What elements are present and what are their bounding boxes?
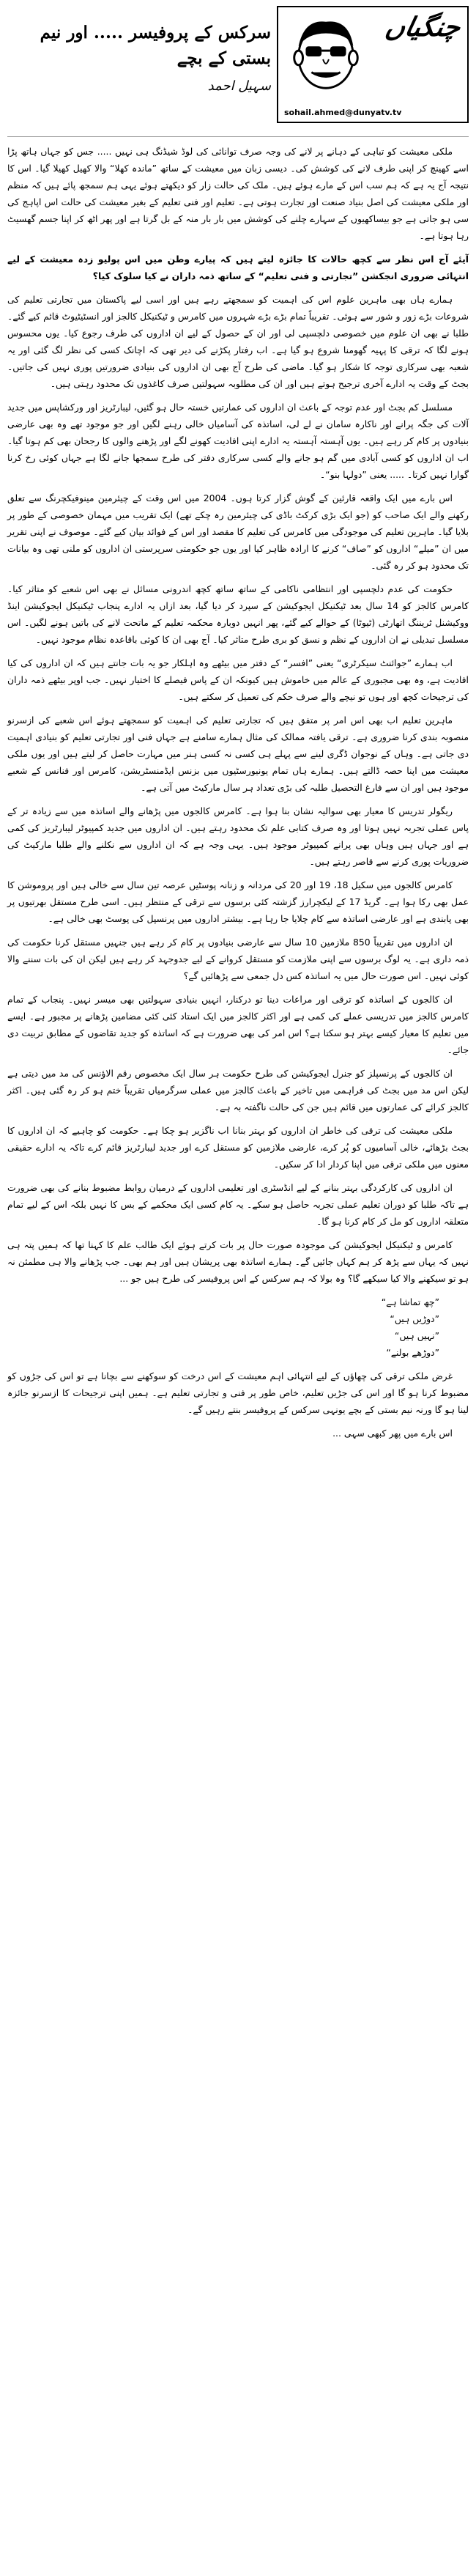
- article-paragraph: ملکی معیشت کی ترقی کی خاطر ان اداروں کو بہتر بنانا اب ناگزیر ہو چکا ہے۔ حکومت کو چاہیے کہ ان اداروں کا بجٹ بڑھائے، خالی آسامیوں کو پُر کرے، عارضی ملازمین کو مستقل کرے اور جدید لیبارٹریز قائم کرے تاکہ یہ ادارے حقیقی معنوں میں ملکی ترقی میں اپنا کردار ادا کر سکیں۔: [7, 1125, 469, 1170]
- article-paragraph: آیئے آج اس نظر سے کچھ حالات کا جائزہ لیتے ہیں کہ پیارے وطن میں اس پولیو زدہ معیشت کے لیے انتہائی ضروری انجکشن ”تجارتی و فنی تعلیم“ کے ساتھ ذمہ داران نے کیا سلوک کیا؟: [7, 254, 469, 281]
- quote-line: ”نہیں ہیں“: [394, 1330, 439, 1341]
- column-masthead: [7, 6, 469, 137]
- article-paragraph: مسلسل کم بجٹ اور عدم توجہ کے باعث ان اداروں کی عمارتیں خستہ حال ہو گئیں، لیبارٹریز اور ورکشاپس میں جدید آلات کی جگہ پرانے اور ناکارہ سامان نے لے لی، اساتذہ کی آسامیاں خالی رہنے لگیں اور جو موجود تھے وہ بھی عارضی بنیادوں پر کام کر رہے ہیں۔ یوں آہستہ آہستہ یہ ادارے اپنی افادیت کھونے لگے اور پڑھنے والوں کا رجحان بھی کم ہوتا گیا۔ اب ان اداروں کو کسی آبادی میں گم ہو جانے والے کسی سرکاری دفتر کی طرح سمجھا جانے لگا ہے جہاں کوئی رخ کرنا گوارا نہیں کرتا۔ ..... یعنی ”دولہا بنو“۔: [7, 402, 469, 480]
- quote-line: ”دوڑیں ہیں“: [390, 1313, 439, 1324]
- article-closing-line: اس بارے میں پھر کبھی سہی ...: [332, 1428, 453, 1439]
- quote-list: [7, 1293, 469, 1361]
- column-name: چنگیاں: [382, 12, 464, 43]
- article-paragraph: کامرس و ٹیکنیکل ایجوکیشن کی موجودہ صورت حال پر بات کرتے ہوئے ایک طالب علم کا کہنا تھا کہ ہمیں پتہ ہی نہیں کہ یہاں سے پڑھ کر ہم کہاں جائیں گے۔ ہمارے اساتذہ بھی پریشان ہیں اور ہم بھی۔ جب پڑھانے والا ہی مطمئن نہ ہو تو سیکھنے والا کیا سیکھے گا؟ وہ بولا کہ ہم سرکس کے اس پروفیسر کی طرح ہیں جو ...: [7, 1239, 469, 1284]
- article-paragraph: ان کالجوں کے اساتذہ کو ترقی اور مراعات دینا تو درکنار، انہیں بنیادی سہولتیں بھی میسر نہیں۔ پنجاب کے تمام کامرس کالجز میں تدریسی عملے کی کمی ہے اور اکثر کالجز میں ایک استاد کئی کئی مضامین پڑھانے پر مجبور ہے۔ ایسے میں تعلیم کا معیار کیسے بہتر ہو سکتا ہے؟ اس امر کی بھی ضرورت ہے کہ اساتذہ کو جدید تقاضوں کے مطابق تربیت دی جائے۔: [7, 994, 469, 1055]
- quote-line: ”دوڑھے بولنے“: [386, 1347, 439, 1358]
- column-page: [7, 0, 469, 1442]
- article-paragraph: اب ہمارے ”جوائنٹ سیکرٹری“ یعنی ”افسر“ کے دفتر میں بیٹھے وہ اہلکار جو یہ بات جانتے ہیں کہ ان اداروں کی کیا افادیت ہے، وہ بھی مجبوری کے عالم میں خاموش ہیں کیونکہ ان کے پاس فیصلے کا اختیار نہیں۔ جب اوپر بیٹھے ذمہ داران کی ترجیحات کچھ اور ہوں تو نیچے والے صرف حکم کی تعمیل کر سکتے ہیں۔: [7, 657, 469, 702]
- author-caricature-icon: [283, 12, 369, 98]
- article-paragraph: ان اداروں میں تقریباً 850 ملازمین 10 سال سے عارضی بنیادوں پر کام کر رہے ہیں جنہیں مستقل کرنا حکومت کی ذمہ داری ہے۔ یہ لوگ برسوں سے اپنی ملازمت کو مستقل کروانے کے لیے جدوجہد کر رہے ہیں لیکن ان کی بات سننے والا کوئی نہیں۔ اس صورت حال میں یہ اساتذہ کس دل جمعی سے پڑھائیں گے؟: [7, 937, 469, 981]
- author-name: سہیل احمد: [207, 78, 271, 94]
- column-headline: سرکس کے پروفیسر ..... اور نیم بستی کے بچے: [40, 23, 271, 68]
- article-paragraph: ریگولر تدریس کا معیار بھی سوالیہ نشان بنا ہوا ہے۔ کامرس کالجوں میں پڑھانے والے اساتذہ میں سے زیادہ تر کے پاس عملی تجربہ نہیں ہوتا اور وہ صرف کتابی علم تک محدود رہتے ہیں۔ ان اداروں میں جدید کمپیوٹر لیبارٹریز کی کمی ہے اور جہاں ہیں وہاں بھی پرانے کمپیوٹر موجود ہیں۔ یہی وجہ ہے کہ ان اداروں سے نکلنے والے طلبا مارکیٹ کی ضروریات پوری کرنے سے قاصر رہتے ہیں۔: [7, 805, 469, 867]
- article-paragraph: غرض ملکی ترقی کی چھاؤں کے لیے انتہائی اہم معیشت کے اس درخت کو سوکھنے سے بچانا ہے تو اس کی جڑوں کو مضبوط کرنا ہو گا اور اس کی جڑیں تعلیم، خاص طور پر فنی و تجارتی تعلیم ہے۔ ہمیں اپنی ترجیحات کا ازسرنو جائزہ لینا ہو گا ورنہ نیم بستی کے بچے یونہی سرکس کے پروفیسر بنتے رہیں گے۔: [7, 1370, 469, 1415]
- article-paragraph: ملکی معیشت کو تباہی کے دہانے پر لانے کی وجہ صرف توانائی کی لوڈ شیڈنگ ہی نہیں ..... جس کو جہاں ہاتھ پڑا اسے کھینچ کر اپنی طرف لانے کی کوشش کی۔ دیسی زبان میں معیشت کے ساتھ ”ماندہ کھلا“ والا کھیل کھیلا گیا۔ اس کا نتیجہ آج یہ ہے کہ ہم سب اس کے مارے ہوئے ہیں۔ ملک کی حالت زار کو دیکھتے ہوئے یہی ہم سمجھ پائے ہیں کہ منظم اور ملکی معیشت کی اصل بنیاد صنعت اور تجارت ہوتی ہے۔ تعلیم اور فنی تعلیم کے بغیر معیشت کی حالت اس اپاہج کی سی ہو جاتی ہے جو بیساکھیوں کے سہارے چلنے کی کوشش میں بار بار منہ کے بل گرتا ہے اور پھر اٹھ کر اپنا جسم گھسیٹ رہا ہوتا ہے۔: [7, 146, 469, 241]
- article-paragraph: ان اداروں کی کارکردگی بہتر بنانے کے لیے انڈسٹری اور تعلیمی اداروں کے درمیان روابط مضبوط بنانے کی بھی ضرورت ہے تاکہ طلبا کو دوران تعلیم عملی تجربہ حاصل ہو سکے۔ یہ کام کسی ایک محکمے کے بس کا نہیں بلکہ اس کے لیے تمام متعلقہ اداروں کو مل کر کام کرنا ہو گا۔: [7, 1182, 469, 1227]
- article-paragraph: اس بارے میں ایک واقعہ قارئین کے گوش گزار کرتا ہوں۔ 2004 میں اس وقت کے چیئرمین مینوفیکچرنگ سے تعلق رکھنے والے ایک صاحب کو (جو ایک بڑی کرکٹ باڈی کی چیئرمین رہ چکے تھے) ایک تقریب میں مہمان خصوصی کے طور پر بلایا گیا۔ ماہرین تعلیم کی موجودگی میں کامرس کی تعلیم کا مقصد اور اس کے فوائد بیان کیے گئے۔ موصوف نے اپنی تقریر میں ان ”میلے“ اداروں کو ”صاف“ کرنے کا ارادہ ظاہر کیا اور یوں جو حکومتی سرپرستی ان اداروں کو ملنی تھی وہ بیانات تک محدود ہو کر رہ گئی۔: [7, 492, 469, 571]
- article-paragraph: ماہرین تعلیم اب بھی اس امر پر متفق ہیں کہ تجارتی تعلیم کی اہمیت کو سمجھتے ہوئے اس شعبے کی ازسرنو منصوبہ بندی کرنا ضروری ہے۔ ترقی یافتہ ممالک کی مثال ہمارے سامنے ہے جہاں فنی اور تجارتی تعلیم کو بنیادی اہمیت دی جاتی ہے۔ وہاں کے نوجوان ڈگری لینے سے پہلے ہی کسی نہ کسی ہنر میں مہارت حاصل کر لیتے ہیں اور یوں ملکی معیشت میں اپنا حصہ ڈالتے ہیں۔ ہمارے ہاں تمام یونیورسٹیوں میں بزنس ایڈمنسٹریشن، کامرس اور فنانس کے شعبے موجود ہیں اور ان سے فارغ التحصیل طلبہ کی بڑی تعداد ہر سال مارکیٹ میں آتی ہے۔: [7, 715, 469, 793]
- article-paragraph: ہمارے ہاں بھی ماہرین علوم اس کی اہمیت کو سمجھتے رہے ہیں اور اسی لیے پاکستان میں تجارتی تعلیم کی شروعات بڑے زور و شور سے ہوئی۔ تقریباً تمام بڑے بڑے شہروں میں کامرس و ٹیکنیکل کالجز اور انسٹیٹیوٹ قائم کیے گئے۔ طلبا نے بھی ان علوم میں خصوصی دلچسپی لی اور ان کے حصول کے لیے ان اداروں کی طرف رجوع کیا۔ یوں محسوس ہونے لگا کہ ترقی کا پہیہ گھومنا شروع ہو گیا ہے۔ اب رفتار پکڑنے کی دیر تھی کہ اچانک کسی کی نظر لگ گئی اور یہ شعبہ بھی سرکاری توجہ کا شکار ہو گیا۔ ماضی کی طرح آج بھی ان اداروں کی بنیادی ضرورتیں پوری نہیں کی جاتیں۔ بجٹ کے وقت یہ ادارے آخری ترجیح ہوتے ہیں اور ان کی مطلوبہ سہولتیں صرف کاغذوں تک محدود رہتی ہیں۔: [7, 294, 469, 389]
- quote-line: ”چھ تماشا ہے“: [381, 1296, 439, 1307]
- column-article: [7, 137, 469, 1442]
- headline-block: [7, 21, 271, 94]
- article-paragraph: حکومت کی عدم دلچسپی اور انتظامی ناکامی کے ساتھ ساتھ کچھ اندرونی مسائل نے بھی اس شعبے کو متاثر کیا۔ کامرس کالجز کو 14 سال بعد ٹیکنیکل ایجوکیشن کے سپرد کر دیا گیا، بعد ازاں یہ ادارے پنجاب ٹیکنیکل ایجوکیشن اینڈ ووکیشنل ٹریننگ اتھارٹی (ٹیوٹا) کے حوالے کیے گئے، پھر انہیں دوبارہ محکمہ تعلیم کے ماتحت لانے کی باتیں ہونے لگیں۔ اس مسلسل تبدیلی نے ان اداروں کے نظم و نسق کو بری طرح متاثر کیا۔ آج بھی ان کا کوئی باقاعدہ نظام موجود نہیں۔: [7, 583, 469, 645]
- article-paragraph: ان کالجوں کے پرنسپلز کو جنرل ایجوکیشن کی طرح حکومت ہر سال ایک مخصوص رقم الاؤنس کی مد میں دیتی ہے لیکن اس مد میں بجٹ کی فراہمی میں تاخیر کے باعث کالجز میں عملی سرگرمیاں تقریباً ختم ہو کر رہ گئی ہیں۔ اکثر کالجز کرائے کی عمارتوں میں قائم ہیں جن کی حالت ناگفتہ بہ ہے۔: [7, 1068, 469, 1112]
- author-email: sohail.ahmed@dunyatv.tv: [284, 108, 402, 117]
- column-brand-box: [277, 6, 469, 123]
- article-paragraph: کامرس کالجوں میں سکیل 18، 19 اور 20 کی مردانہ و زنانہ پوسٹیں عرصہ تین سال سے خالی ہیں اور پروموشن کا عمل بھی رکا ہوا ہے۔ گریڈ 17 کے لیکچرارز گزشتہ کئی برسوں سے ترقی کے منتظر ہیں۔ اسی طرح مستقل بھرتیوں پر بھی پابندی ہے اور عارضی اساتذہ سے کام چلایا جا رہا ہے۔ بیشتر اداروں میں پرنسپل کی پوسٹ بھی خالی ہے۔: [7, 879, 469, 924]
